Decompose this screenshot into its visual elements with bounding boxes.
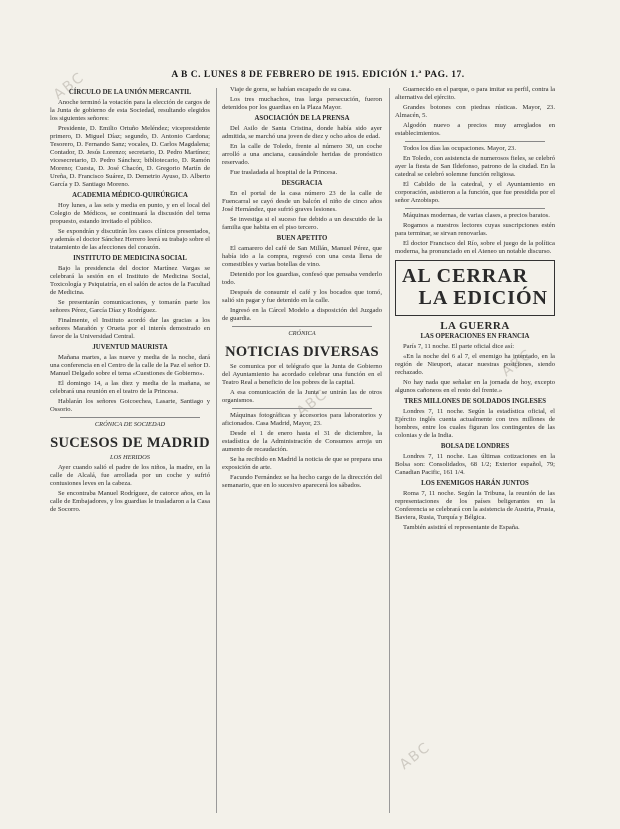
paragraph: «En la noche del 6 al 7, el enemigo ha intentado, en la región de Nieuport, atacar nuestras posiciones, siendo rechazado. bbox=[395, 353, 555, 376]
paragraph: A esa comunicación de la Junta se unirán las de otros organismos. bbox=[222, 389, 382, 404]
paragraph: Hablarán los señores Goicoechea, Lasarte, Santiago y Ossorio. bbox=[50, 398, 210, 413]
column-1 bbox=[50, 86, 210, 806]
column-2 bbox=[222, 86, 382, 806]
section-subheading: CRÓNICA bbox=[288, 330, 316, 337]
section-heading: LOS ENEMIGOS HARÁN JUNTOS bbox=[421, 480, 529, 487]
closing-line-2: LA EDICIÓN bbox=[418, 287, 548, 309]
page-header: A B C. LUNES 8 DE FEBRERO DE 1915. EDICIÓN 1.ª PAG. 17. bbox=[171, 70, 465, 80]
section-subheading: LOS HERIDOS bbox=[110, 454, 150, 461]
paragraph: Facundo Fernández se ha hecho cargo de la dirección del semanario, que en lo sucesivo aparecerá los sábados. bbox=[222, 474, 382, 489]
paragraph: Del Asilo de Santa Cristina, donde había sido ayer admitida, se marchó una joven de diez y ocho años de edad. bbox=[222, 125, 382, 140]
paragraph: Los tres muchachos, tras larga persecución, fueron detenidos por los guardias en la Plaza Mayor. bbox=[222, 96, 382, 111]
abc-watermark-3: ABC bbox=[498, 346, 536, 380]
paragraph: Después de consumir el café y los bocados que tomó, salió sin pagar y fue detenido en la calle. bbox=[222, 289, 382, 304]
paragraph: Anoche terminó la votación para la elección de cargos de la Junta de gobierno de esta Sociedad, resultando elegidos los siguientes señores: bbox=[50, 99, 210, 122]
section-heading: ASOCIACIÓN DE LA PRENSA bbox=[254, 115, 350, 122]
paragraph: En la calle de Toledo, frente al número 30, un coche arrolló a una anciana, causándole heridas de pronóstico reservado. bbox=[222, 143, 382, 166]
paragraph: Viaje de gorra, se habían escapado de su casa. bbox=[230, 86, 352, 93]
paragraph: Se investiga si el suceso fue debido a un descuido de la familia que habita en el piso tercero. bbox=[222, 216, 382, 231]
section-heading: BUEN APETITO bbox=[276, 235, 328, 242]
section-heading: ACADEMIA MÉDICO-QUIRÚRGICA bbox=[72, 192, 188, 199]
paragraph: Mañana martes, a las nueve y media de la noche, dará una conferencia en el Centro de la calle de la Paz el señor D. Manuel Delgado sobre el tema «Cuestiones de Gobierno». bbox=[50, 354, 210, 377]
paragraph: Se expondrán y discutirán los casos clínicos presentados, y además el doctor Sánchez Herrero leerá su trabajo sobre el tratamiento de las afecciones del corazón. bbox=[50, 228, 210, 251]
paragraph: Guarnecido en el parque, o para imitar su perfil, contra la alternativa del ejército. bbox=[395, 86, 555, 101]
paragraph: Rogamos a nuestros lectores cuyas suscripciones estén para terminar, se sirvan renovarlas. bbox=[395, 222, 555, 237]
column-divider bbox=[216, 88, 217, 813]
paragraph: Desde el 1 de enero hasta el 31 de diciembre, la estadística de la Administración de Consumos arroja un aumento de recaudación. bbox=[222, 430, 382, 453]
paragraph: Bajo la presidencia del doctor Martínez Vargas se celebrará la sesión en el Instituto de Medicina Social, Toxicología y Psiquiatría, en el salón de actos de la Facultad de Medicina. bbox=[50, 265, 210, 296]
divider bbox=[232, 326, 372, 327]
paragraph: Se ha recibido en Madrid la noticia de que se prepara una exposición de arte. bbox=[222, 456, 382, 471]
section-heading: BOLSA DE LONDRES bbox=[440, 443, 510, 450]
paragraph: Ingresó en la Cárcel Modelo a disposición del Juzgado de guardia. bbox=[222, 307, 382, 322]
abc-watermark-2: ABC bbox=[293, 386, 331, 420]
paragraph: Hoy lunes, a las seis y media en punto, y en el local del Colegio de Médicos, se continuará la discusión del tema propuesto, estando invitado el público. bbox=[50, 202, 210, 225]
paragraph: Roma 7, 11 noche. Según la Tribuna, la reunión de las representaciones de los países beligerantes en la Conferencia se celebrará con la asistencia de Austria, Prusia, Baviera, Rusia, Turquía y Bélgica. bbox=[395, 490, 555, 521]
section-subheading: CRÓNICA DE SOCIEDAD bbox=[94, 421, 166, 428]
closing-line-1: AL CERRAR bbox=[402, 265, 529, 287]
divider bbox=[232, 408, 372, 409]
column-divider bbox=[389, 88, 390, 813]
paragraph: Ayer cuando salió el padre de los niños, la madre, en la calle de Alcalá, fue arrollada por un coche y sufrió contusiones leves en la cabeza. bbox=[50, 464, 210, 487]
section-heading: INSTITUTO DE MEDICINA SOCIAL bbox=[73, 255, 187, 262]
paragraph: Se comunica por el telégrafo que la Junta de Gobierno del Ayuntamiento ha acordado celebrar una función en el Teatro Real a beneficio de los pobres de la capital. bbox=[222, 363, 382, 386]
paragraph: Detenido por los guardias, confesó que pensaba venderlo todo. bbox=[222, 271, 382, 286]
divider bbox=[405, 141, 545, 142]
paragraph: París 7, 11 noche. El parte oficial dice así: bbox=[403, 343, 515, 350]
paragraph: En Toledo, con asistencia de numerosos fieles, se celebró ayer la fiesta de San Ildefonso, patrono de la ciudad. En la catedral se celebró solemne función religiosa. bbox=[395, 155, 555, 178]
paragraph: El camarero del café de San Millán, Manuel Pérez, que había ido a la compra, regresó con una cesta llena de comestibles y varias botellas de vino. bbox=[222, 245, 382, 268]
paragraph: Se encontraba Manuel Rodríguez, de catorce años, en la calle de Embajadores, y los guardias le trasladaron a la Casa de Socorro. bbox=[50, 490, 210, 513]
paragraph: Presidente, D. Emilio Ortuño Meléndez; vicepresidente primero, D. Miguel Díaz; segundo, D. Antonio Cardona; Tesorero, D. Fernando Sanz; vocales, D. Carlos Magdalena; Contador, D. Jesús Lorenzo; secretario, D. Pedro Martínez; vicesecretario, D. Pedro Sánchez; bibliotecario, D. Ramón Moreno; Cuesta, D. José Chacón, D. Gregorio Martín de Ureña, D. Francisco Suárez, D. Demetrio Ayuso, D. Alberto García y D. Santiago Moreno. bbox=[50, 125, 210, 188]
section-heading: LAS OPERACIONES EN FRANCIA bbox=[420, 333, 530, 340]
paragraph: Máquinas fotográficas y accesorios para laboratorios y aficionados. Casa Madrid, Mayor, 23. bbox=[222, 412, 382, 427]
paragraph: El Cabildo de la catedral, y el Ayuntamiento en corporación, asistieron a la función, que fue presidida por el señor Arzobispo. bbox=[395, 181, 555, 204]
paragraph: Grandes botones con piedras rústicas. Mayor, 23. Almacén, 5. bbox=[395, 104, 555, 119]
paragraph: El domingo 14, a las diez y media de la mañana, se celebrará una reunión en el teatro de la Princesa. bbox=[50, 380, 210, 395]
paragraph: Máquinas modernas, de varias clases, a precios baratos. bbox=[403, 212, 550, 219]
section-heading: DESGRACIA bbox=[281, 180, 323, 187]
big-headline: SUCESOS DE MADRID bbox=[50, 435, 210, 451]
paragraph: Fue trasladada al hospital de la Princesa. bbox=[230, 169, 338, 176]
divider bbox=[60, 417, 200, 418]
abc-watermark-1: ABC bbox=[50, 69, 88, 103]
paragraph: Londres 7, 11 noche. Las últimas cotizaciones en la Bolsa son: Consolidados, 68 1/2; Exterior español, 79; Canadian Pacific, 161 1/4. bbox=[395, 453, 555, 476]
closing-edition-box bbox=[395, 260, 555, 316]
divider bbox=[405, 208, 545, 209]
paragraph: No hay nada que señalar en la jornada de hoy, excepto algunos cañoneos en el resto del frente.» bbox=[395, 379, 555, 394]
abc-watermark-4: ABC bbox=[396, 739, 434, 773]
big-headline: NOTICIAS DIVERSAS bbox=[225, 344, 379, 360]
section-heading: CÍRCULO DE LA UNIÓN MERCANTIL bbox=[68, 89, 192, 96]
column-3 bbox=[395, 86, 555, 806]
paragraph: En el portal de la casa número 23 de la calle de Fuencarral se cayó desde un balcón el niño de cinco años José Hernández, que sufrió graves lesiones. bbox=[222, 190, 382, 213]
war-headline: LA GUERRA bbox=[440, 320, 510, 332]
paragraph: El doctor Francisco del Río, sobre el juego de la política moderna, ha pronunciado en el Ateneo un notable discurso. bbox=[395, 240, 555, 255]
paragraph: Se presentarán comunicaciones, y tomarán parte los señores Pérez, García Díaz y Rodríguez. bbox=[50, 299, 210, 314]
paragraph: Algodón nuevo a precios muy arreglados en establecimientos. bbox=[395, 122, 555, 137]
section-heading: TRES MILLONES DE SOLDADOS INGLESES bbox=[403, 398, 547, 405]
section-heading: JUVENTUD MAURISTA bbox=[92, 344, 168, 351]
paragraph: Todos los días las ocupaciones. Mayor, 23. bbox=[403, 145, 516, 152]
paragraph: También asistirá el representante de España. bbox=[403, 524, 520, 531]
paragraph: Londres 7, 11 noche. Según la estadística oficial, el Ejército inglés cuenta actualmente con tres millones de hombres, entre los cuales figuran los contingentes de las colonias y de la India. bbox=[395, 408, 555, 439]
paragraph: Finalmente, el Instituto acordó dar las gracias a los señores Marañón y Orueta por el interés demostrado en favor de la Universidad Central. bbox=[50, 317, 210, 340]
